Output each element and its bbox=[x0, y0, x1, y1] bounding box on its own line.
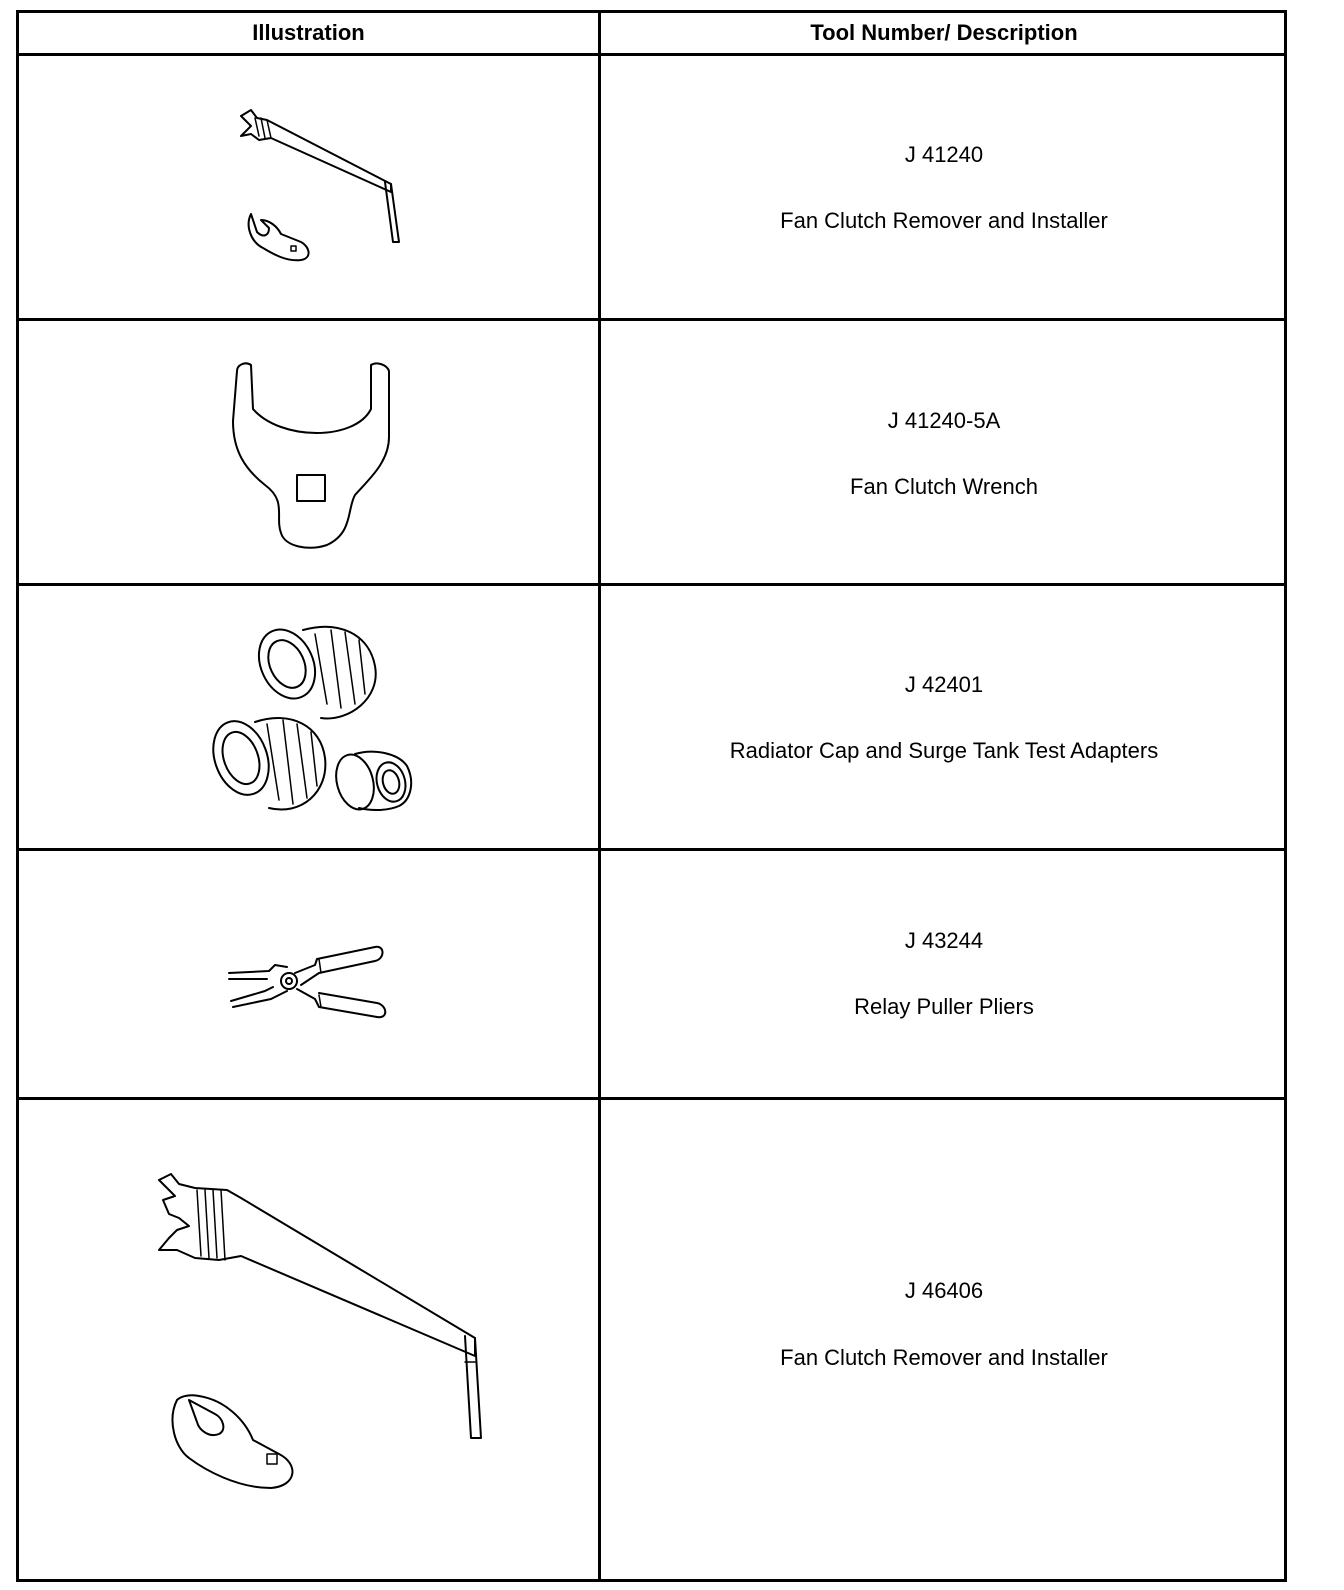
illustration-cell bbox=[19, 851, 601, 1097]
tool-number: J 43244 bbox=[904, 928, 984, 953]
illustration-cell bbox=[19, 586, 601, 848]
relay-puller-pliers-icon bbox=[19, 851, 601, 1097]
illustration-cell bbox=[19, 1100, 601, 1579]
table-row bbox=[19, 56, 1284, 321]
tool-number: J 42401 bbox=[904, 672, 984, 697]
illustration-cell bbox=[19, 321, 601, 583]
illustration-cell bbox=[19, 56, 601, 318]
tool-description: Relay Puller Pliers bbox=[854, 994, 1034, 1019]
table-row bbox=[19, 321, 1284, 586]
fan-clutch-remover-installer-icon bbox=[19, 56, 601, 318]
description-cell bbox=[604, 56, 1284, 318]
tool-number: J 41240-5A bbox=[887, 408, 1001, 433]
tool-description: Fan Clutch Remover and Installer bbox=[780, 1345, 1108, 1370]
header-tool-description: Tool Number/ Description bbox=[810, 20, 1078, 45]
description-cell bbox=[604, 586, 1284, 848]
description-cell bbox=[604, 851, 1284, 1097]
fan-clutch-wrench-icon bbox=[19, 321, 601, 583]
tool-number: J 46406 bbox=[904, 1278, 984, 1303]
description-cell bbox=[604, 1100, 1284, 1579]
tool-description: Fan Clutch Wrench bbox=[850, 474, 1038, 499]
tool-number: J 41240 bbox=[904, 142, 984, 167]
table-row bbox=[19, 586, 1284, 851]
table-header-row bbox=[19, 13, 1284, 56]
tool-description: Fan Clutch Remover and Installer bbox=[780, 208, 1108, 233]
table-row bbox=[19, 851, 1284, 1100]
fan-clutch-remover-installer-large-icon bbox=[19, 1100, 601, 1576]
description-cell bbox=[604, 321, 1284, 583]
table-row bbox=[19, 1100, 1284, 1579]
header-illustration: Illustration bbox=[19, 13, 601, 53]
special-tools-table bbox=[16, 10, 1287, 1582]
test-adapters-icon bbox=[19, 586, 601, 848]
tool-description: Radiator Cap and Surge Tank Test Adapters bbox=[729, 738, 1159, 763]
